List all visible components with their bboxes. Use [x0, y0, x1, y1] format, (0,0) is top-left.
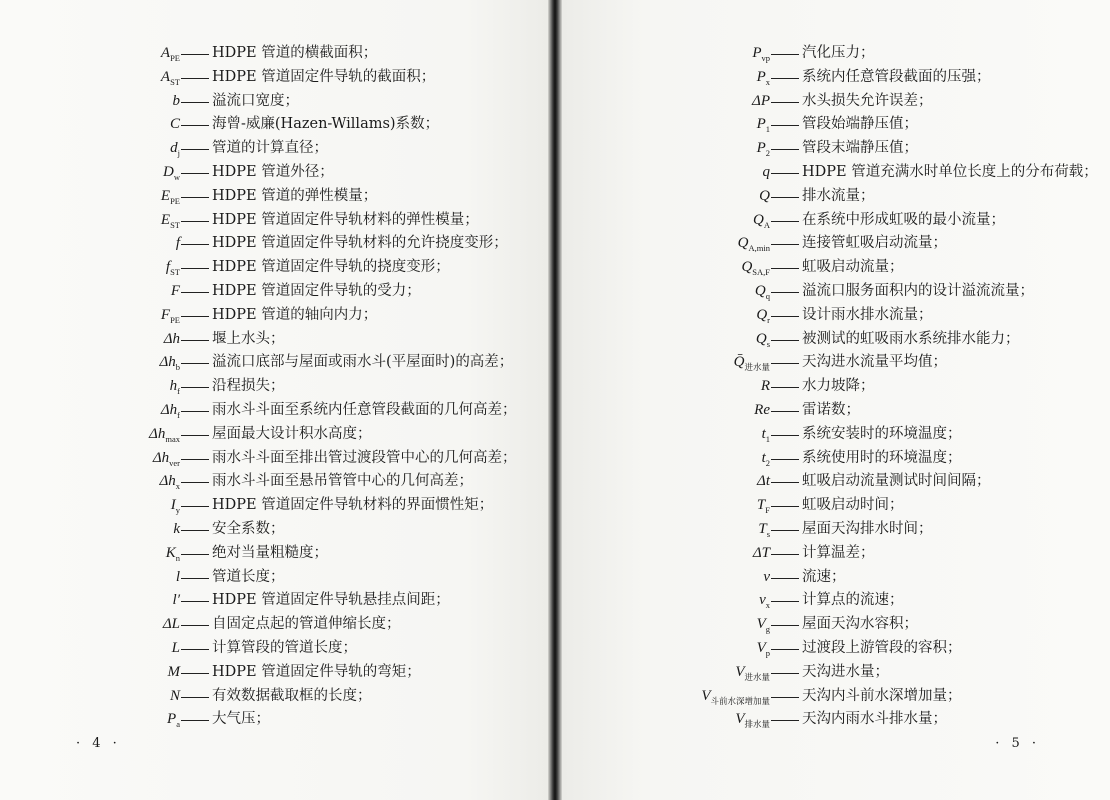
symbol-base: v: [759, 592, 766, 609]
symbol-subscript: s: [766, 528, 770, 539]
symbol-subscript: j: [177, 148, 180, 159]
symbol-base: d: [170, 140, 178, 157]
symbol-entry: [562, 423, 1110, 447]
symbol-entry: [562, 90, 1110, 114]
symbol-subscript: max: [165, 433, 180, 444]
symbol-base: A: [160, 45, 171, 61]
symbol-entry: [0, 90, 548, 114]
symbol-definition: 管段始端静压值；: [802, 116, 918, 133]
symbol: [176, 566, 180, 590]
symbol-definition: 在系统中形成虹吸的最小流量；: [802, 211, 1005, 228]
symbol: [759, 185, 770, 209]
symbol-entry: [562, 470, 1110, 494]
symbol-entry: [562, 185, 1110, 209]
symbol-definition: HDPE 管道外径；: [212, 163, 334, 180]
symbol-subscript: s: [766, 338, 770, 349]
symbol-base: V: [701, 687, 711, 704]
symbol-entry: [562, 304, 1110, 328]
symbol-subscript: A: [763, 219, 770, 230]
symbol-base: v: [763, 568, 770, 585]
symbol: [735, 708, 770, 737]
symbol-subscript: 1: [765, 124, 770, 135]
symbol: [763, 566, 770, 590]
symbol-subscript: x: [765, 76, 770, 87]
symbol-definition: 天沟进水量；: [802, 663, 889, 680]
symbol-definition: 计算点的流速；: [802, 592, 904, 609]
symbol-base: h: [169, 378, 178, 395]
symbol-base: P: [752, 45, 762, 61]
symbol-base: ΔP: [752, 92, 770, 109]
symbol-base: t: [761, 449, 766, 466]
symbol-subscript: x: [765, 600, 770, 611]
symbol-base: R: [760, 378, 770, 395]
symbol-base: P: [756, 140, 766, 157]
symbol: [173, 90, 181, 114]
symbol-entry: [0, 161, 548, 185]
symbol-base: ΔT: [752, 544, 770, 561]
symbol: [164, 328, 180, 352]
left-page: [0, 0, 548, 800]
symbol-definition: 屋面天沟排水时间；: [802, 520, 933, 537]
symbol-definition: 系统内任意管段截面的压强；: [802, 68, 991, 85]
symbol-entry: [0, 185, 548, 209]
symbol-subscript: A,min: [748, 243, 770, 254]
symbol-definition: 虹吸启动流量；: [802, 259, 904, 276]
symbol-entry: [0, 304, 548, 328]
symbol-base: C: [169, 116, 180, 133]
symbol: [757, 470, 770, 494]
symbol-entry: [0, 232, 548, 256]
symbol-base: l: [175, 568, 180, 585]
symbol-definition: HDPE 管道固定件导轨材料的界面惯性矩；: [212, 497, 494, 514]
symbol-base: K: [165, 544, 176, 561]
symbol-entry: [0, 494, 548, 518]
symbol-definition: 屋面最大设计积水高度；: [212, 425, 372, 442]
symbol-entry: [562, 661, 1110, 685]
symbol-definition: 雨水斗斗面至排出管过渡段管中心的几何高差；: [212, 449, 517, 466]
symbol-entry: [562, 375, 1110, 399]
symbol-definition: HDPE 管道固定件导轨悬挂点间距；: [212, 592, 450, 609]
symbol-definition: 水力坡降；: [802, 378, 875, 395]
symbol-definition: 堰上水头；: [212, 330, 285, 347]
symbol-definition: 海曾-威廉(Hazen-Willams)系数；: [212, 116, 440, 133]
symbol-entry: [562, 518, 1110, 542]
symbol-definition: 溢流口服务面积内的设计溢流流量；: [802, 282, 1034, 299]
symbol: [170, 113, 180, 137]
symbol: [167, 708, 180, 737]
symbol-definition: 管段末端静压值；: [802, 140, 918, 157]
symbol-entry: [0, 708, 548, 732]
symbol: [168, 661, 181, 685]
symbol-entry: [0, 542, 548, 566]
symbol-definition: HDPE 管道固定件导轨的弯矩；: [212, 663, 421, 680]
symbol-subscript: vp: [761, 53, 770, 63]
symbol-base: P: [756, 116, 766, 133]
symbol-definition: 连接管虹吸启动流量；: [802, 235, 947, 252]
symbol-entry: [0, 637, 548, 661]
symbol-subscript: x: [175, 481, 180, 492]
symbol-entry: [562, 589, 1110, 613]
symbol-definition: 溢流口底部与屋面或雨水斗(平屋面时)的高差；: [212, 354, 514, 371]
symbol-subscript: 斗前水深增加量: [710, 695, 770, 706]
symbol-subscript: ST: [170, 76, 180, 87]
symbol-entry: [0, 42, 548, 66]
right-page: [562, 0, 1110, 800]
symbol-subscript: 2: [765, 457, 770, 468]
symbol-entry: [562, 280, 1110, 304]
symbol-definition: 过渡段上游管段的容积；: [802, 639, 962, 656]
symbol-entry: [562, 685, 1110, 709]
symbol-base: Δh: [149, 425, 166, 442]
symbol-subscript: y: [175, 505, 180, 516]
symbol-base: Q: [754, 282, 766, 299]
symbol: [170, 685, 180, 709]
symbol-base: l′: [172, 592, 180, 609]
symbol-base: F: [160, 306, 171, 323]
page-number-right: · 5 ·: [995, 736, 1040, 751]
symbol-subscript: PE: [170, 195, 180, 206]
symbol-definition: 流速；: [802, 568, 846, 585]
symbol-definition: 溢流口宽度；: [212, 92, 299, 109]
symbol-definition: HDPE 管道固定件导轨的挠度变形；: [212, 259, 450, 276]
symbol-base: Q: [753, 211, 764, 228]
symbol-entry: [562, 137, 1110, 161]
symbol-entry: [0, 518, 548, 542]
symbol-subscript: g: [765, 624, 770, 635]
symbol-definition: 系统安装时的环境温度；: [802, 425, 962, 442]
symbol-subscript: f: [177, 409, 180, 420]
symbol-definition: 雨水斗斗面至悬吊管管中心的几何高差；: [212, 473, 473, 490]
symbol: [171, 280, 180, 304]
symbol-base: f: [165, 259, 171, 276]
symbol-definition: 天沟进水流量平均值；: [802, 354, 947, 371]
symbol-base: Q: [737, 235, 749, 252]
symbol-definition: 有效数据截取框的长度；: [212, 687, 372, 704]
symbol: [754, 399, 770, 423]
symbol-entry: [562, 351, 1110, 375]
symbol-base: Q̄: [733, 354, 745, 371]
symbol-subscript: 进水量: [744, 671, 770, 682]
symbol-subscript: f: [177, 386, 180, 397]
symbol-base: Δt: [757, 473, 770, 490]
symbol-entry: [0, 661, 548, 685]
symbol-entry: [0, 66, 548, 90]
symbol-base: P: [756, 68, 766, 85]
symbol-entry: [562, 399, 1110, 423]
symbol-entry: [0, 613, 548, 637]
symbol: [173, 589, 180, 613]
symbol-base: f: [175, 235, 180, 252]
symbol-definition: 管道的计算直径；: [212, 140, 328, 157]
symbol-subscript: F: [765, 505, 770, 516]
symbol-entry: [0, 209, 548, 233]
symbol: [763, 161, 771, 185]
symbol-entry: [0, 423, 548, 447]
symbol: [172, 637, 180, 661]
symbol-entry: [0, 589, 548, 613]
symbol-entry: [562, 42, 1110, 66]
symbol-entry: [562, 66, 1110, 90]
symbol-entry: [0, 351, 548, 375]
symbol-base: D: [163, 163, 174, 180]
symbol-definition: HDPE 管道的轴向内力；: [212, 306, 378, 323]
symbol-definition: HDPE 管道充满水时单位长度上的分布荷载；: [802, 163, 1098, 180]
symbol-list-right: [562, 42, 1110, 732]
symbol-subscript: b: [175, 362, 180, 373]
symbol-entry: [0, 685, 548, 709]
symbol-definition: 设计雨水排水流量；: [802, 306, 933, 323]
symbol-base: Δh: [160, 401, 178, 418]
symbol-entry: [0, 280, 548, 304]
symbol-entry: [0, 256, 548, 280]
symbol-entry: [562, 447, 1110, 471]
symbol-subscript: ver: [169, 457, 180, 468]
symbol-entry: [562, 566, 1110, 590]
symbol-definition: 天沟内雨水斗排水量；: [802, 711, 947, 728]
page-number-left: · 4 ·: [76, 736, 121, 751]
symbol-definition: HDPE 管道的弹性模量；: [212, 187, 378, 204]
symbol-subscript: 1: [765, 433, 770, 444]
symbol-definition: 沿程损失；: [212, 378, 285, 395]
symbol-definition: 大气压；: [212, 711, 270, 728]
symbol-entry: [562, 613, 1110, 637]
symbol-definition: 计算温差；: [802, 544, 875, 561]
symbol-subscript: PE: [170, 314, 180, 325]
symbol-entry: [562, 708, 1110, 732]
symbol-base: V: [756, 639, 766, 656]
symbol-entry: [562, 328, 1110, 352]
symbol-base: V: [735, 663, 745, 680]
symbol-subscript: n: [175, 552, 180, 563]
symbol: [176, 232, 180, 256]
symbol-definition: 安全系数；: [212, 520, 285, 537]
symbol-base: b: [172, 92, 180, 109]
symbol-base: Q: [741, 259, 753, 276]
symbol-base: V: [756, 616, 766, 633]
symbol-subscript: 2: [765, 148, 770, 159]
symbol-entry: [0, 137, 548, 161]
symbol-definition: 汽化压力；: [802, 45, 875, 61]
symbol-list-left: [0, 42, 548, 732]
symbol-base: q: [762, 163, 770, 180]
symbol-entry: [562, 494, 1110, 518]
symbol-base: Δh: [159, 354, 176, 371]
symbol-entry: [0, 470, 548, 494]
symbol-base: N: [169, 687, 180, 704]
symbol-base: T: [756, 497, 766, 514]
symbol-subscript: q: [765, 290, 770, 301]
symbol-entry: [562, 232, 1110, 256]
symbol-definition: 天沟内斗前水深增加量；: [802, 687, 962, 704]
symbol-definition: 排水流量；: [802, 187, 875, 204]
symbol-base: I: [170, 497, 176, 514]
symbol-entry: [0, 447, 548, 471]
symbol: [163, 613, 180, 637]
symbol-entry: [562, 637, 1110, 661]
symbol-base: Δh: [152, 449, 170, 466]
symbol-definition: 管道长度；: [212, 568, 285, 585]
symbol-definition: 雨水斗斗面至系统内任意管段截面的几何高差；: [212, 401, 517, 418]
symbol-subscript: w: [173, 171, 180, 182]
symbol-base: Q: [756, 306, 768, 323]
symbol-base: ΔL: [162, 616, 180, 633]
symbol-entry: [562, 209, 1110, 233]
symbol-subscript: ST: [170, 219, 180, 230]
symbol: [752, 90, 770, 114]
symbol-entry: [562, 256, 1110, 280]
symbol-entry: [0, 399, 548, 423]
symbol-base: L: [171, 639, 180, 656]
symbol-definition: 自固定点起的管道伸缩长度；: [212, 616, 401, 633]
symbol-entry: [0, 375, 548, 399]
symbol-subscript: ST: [170, 267, 180, 278]
symbol-entry: [0, 328, 548, 352]
symbol-definition: HDPE 管道固定件导轨的受力；: [212, 282, 421, 299]
symbol-entry: [562, 542, 1110, 566]
symbol-subscript: 排水量: [744, 719, 770, 730]
symbol-definition: HDPE 管道固定件导轨的截面积；: [212, 68, 436, 85]
book-gutter: [548, 0, 562, 800]
symbol-entry: [0, 566, 548, 590]
symbol-definition: 虹吸启动流量测试时间间隔；: [802, 473, 991, 490]
symbol-base: F: [170, 282, 180, 299]
symbol-definition: HDPE 管道固定件导轨材料的弹性模量；: [212, 211, 479, 228]
symbol-base: E: [160, 211, 171, 228]
symbol-definition: 绝对当量粗糙度；: [212, 544, 328, 561]
symbol-base: M: [167, 663, 180, 680]
symbol-base: V: [735, 711, 745, 728]
symbol-subscript: p: [765, 647, 770, 658]
symbol-subscript: PE: [170, 53, 180, 63]
symbol: [753, 542, 770, 566]
symbol-base: k: [173, 520, 180, 537]
symbol-base: P: [167, 711, 177, 728]
symbol-definition: HDPE 管道固定件导轨材料的允许挠度变形；: [212, 235, 508, 252]
symbol: [761, 375, 770, 399]
symbol-definition: 计算管段的管道长度；: [212, 639, 357, 656]
symbol-base: Q: [755, 330, 767, 347]
symbol-definition: 雷诺数；: [802, 401, 860, 418]
symbol-base: Re: [754, 401, 770, 418]
symbol-entry: [562, 161, 1110, 185]
symbol-base: Δh: [163, 330, 180, 347]
symbol-definition: 屋面天沟水容积；: [802, 616, 918, 633]
symbol-definition: 虹吸启动时间；: [802, 497, 904, 514]
symbol-base: t: [761, 425, 766, 442]
symbol-definition: 被测试的虹吸雨水系统排水能力；: [802, 330, 1020, 347]
symbol-base: Δh: [159, 473, 176, 490]
symbol-subscript: SA,F: [752, 267, 770, 278]
symbol-base: E: [160, 187, 171, 204]
symbol-base: T: [758, 520, 767, 537]
symbol-definition: 水头损失允许误差；: [802, 92, 933, 109]
symbol-definition: 系统使用时的环境温度；: [802, 449, 962, 466]
symbol-base: A: [160, 68, 171, 85]
symbol-subscript: r: [767, 314, 770, 325]
symbol-base: Q: [759, 187, 770, 204]
symbol-subscript: a: [176, 719, 180, 730]
symbol: [173, 518, 180, 542]
symbol-entry: [562, 113, 1110, 137]
symbol-subscript: 进水量: [744, 362, 770, 373]
symbol-definition: HDPE 管道的横截面积；: [212, 45, 378, 61]
symbol-entry: [0, 113, 548, 137]
